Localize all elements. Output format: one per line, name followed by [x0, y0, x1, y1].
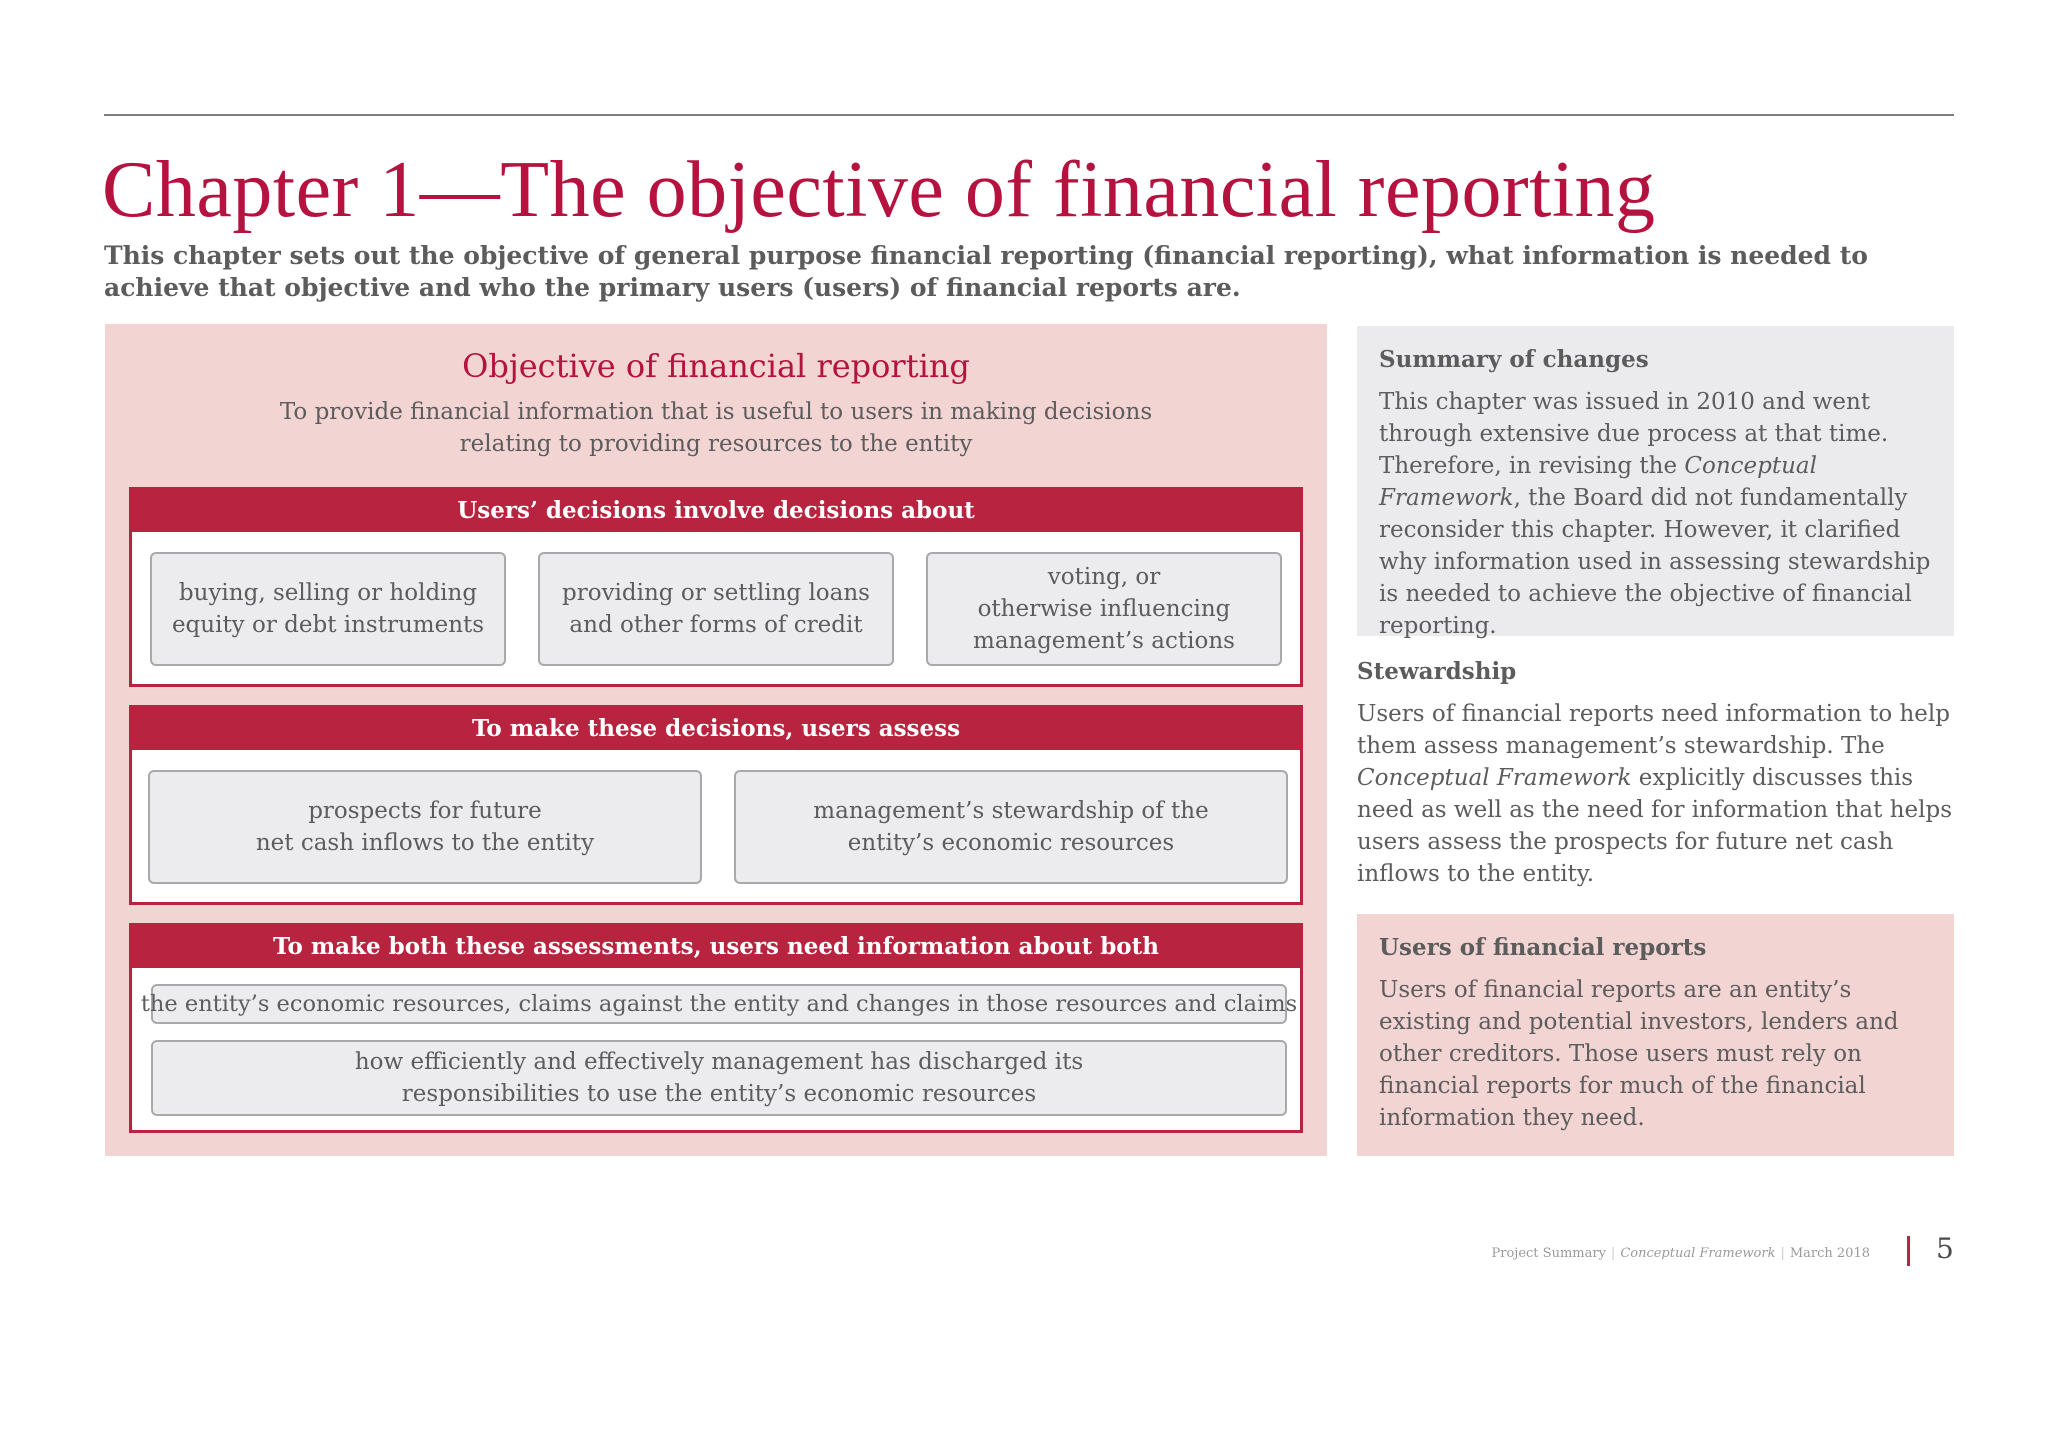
decision-box-line: providing or settling loans [562, 580, 870, 606]
chapter-lead: This chapter sets out the objective of general purpose financial reporting (financial reporting), what information is needed to achieve that objective and who the primary users (users) of financial reports are. [104, 241, 1868, 302]
decision-box-voting [926, 552, 1282, 666]
stewardship-text [1357, 698, 1957, 890]
objective-panel [105, 324, 1327, 1156]
information-group [129, 923, 1303, 1133]
stewardship-heading: Stewardship [1357, 658, 1517, 685]
footer-divider [1907, 1236, 1910, 1266]
stewardship-section [1357, 656, 1957, 890]
decision-box-line: and other forms of credit [569, 612, 863, 638]
decision-box-equity [150, 552, 506, 666]
information-heading: To make both these assessments, users need information about both [132, 926, 1300, 968]
assessment-box-line: prospects for future [308, 798, 542, 824]
footer-framework: Conceptual Framework [1620, 1246, 1776, 1261]
summary-text-part: This chapter was issued in 2010 and went through extensive due process at that time. Therefore, in revising the [1379, 389, 1889, 479]
stewardship-text-part: explicitly discusses this need as well as the need for information that helps users assess the prospects for future net cash inflows to the entity. [1357, 765, 1953, 887]
decision-box-line: equity or debt instruments [171, 612, 485, 638]
users-of-financial-reports-box [1357, 914, 1954, 1156]
decision-box-line: otherwise influencing [977, 596, 1231, 622]
assessments-group [129, 705, 1303, 905]
information-box-line: responsibilities to use the entity’s economic resources [401, 1081, 1037, 1107]
objective-title: Objective of financial reporting [462, 347, 970, 385]
decision-box-line: buying, selling or holding [178, 580, 478, 606]
assessment-box-line: entity’s economic resources [847, 830, 1175, 856]
decision-box-loans [538, 552, 894, 666]
decision-box-line: voting, or [1047, 564, 1161, 590]
assessment-box-cash-inflows [148, 770, 702, 884]
summary-text-part: , the Board did not fundamentally reconsider this chapter. However, it clarified why information used in assessing stewardship is needed to achieve the objective of financial reporting. [1379, 485, 1931, 639]
objective-description-line1: To provide financial information that is useful to users in making decisions [279, 399, 1153, 425]
summary-heading: Summary of changes [1379, 346, 1649, 373]
decisions-group [129, 487, 1303, 687]
footer-date: March 2018 [1789, 1246, 1870, 1261]
information-box-efficiency [151, 1040, 1287, 1116]
users-text: Users of financial reports are an entity’s existing and potential investors, lenders and other creditors. Those users must rely on financial reports for much of the financial information they need. [1379, 977, 1899, 1131]
top-rule [104, 114, 1954, 116]
stewardship-text-italic: Conceptual Framework [1357, 765, 1632, 791]
information-box-resources [140, 984, 1298, 1024]
page-number: 5 [1936, 1232, 1954, 1265]
information-box-line: the entity’s economic resources, claims against the entity and changes in those resources and claims [140, 991, 1298, 1017]
decision-box-line: management’s actions [973, 628, 1235, 654]
chapter-title: Chapter 1—The objective of financial reporting [102, 146, 1656, 234]
page-footer [1492, 1246, 1870, 1261]
summary-text-italic: Conceptual Framework [1379, 453, 1817, 511]
footer-separator: | [1780, 1246, 1785, 1261]
summary-text [1379, 386, 1932, 642]
information-box-line: how efficiently and effectively management has discharged its [354, 1049, 1084, 1075]
footer-project: Project Summary [1491, 1246, 1606, 1261]
objective-description-line2: relating to providing resources to the entity [459, 431, 973, 457]
summary-of-changes-box [1357, 326, 1954, 639]
objective-description [255, 396, 1177, 460]
decisions-heading: Users’ decisions involve decisions about [132, 490, 1300, 532]
users-heading: Users of financial reports [1379, 934, 1707, 961]
stewardship-text-part: Users of financial reports need information to help them assess management’s stewardship. The [1357, 701, 1950, 759]
assessments-heading: To make these decisions, users assess [132, 708, 1300, 750]
footer-separator: | [1610, 1246, 1616, 1261]
assessment-box-line: net cash inflows to the entity [255, 830, 595, 856]
assessment-box-line: management’s stewardship of the [813, 798, 1209, 824]
assessment-box-stewardship [734, 770, 1288, 884]
